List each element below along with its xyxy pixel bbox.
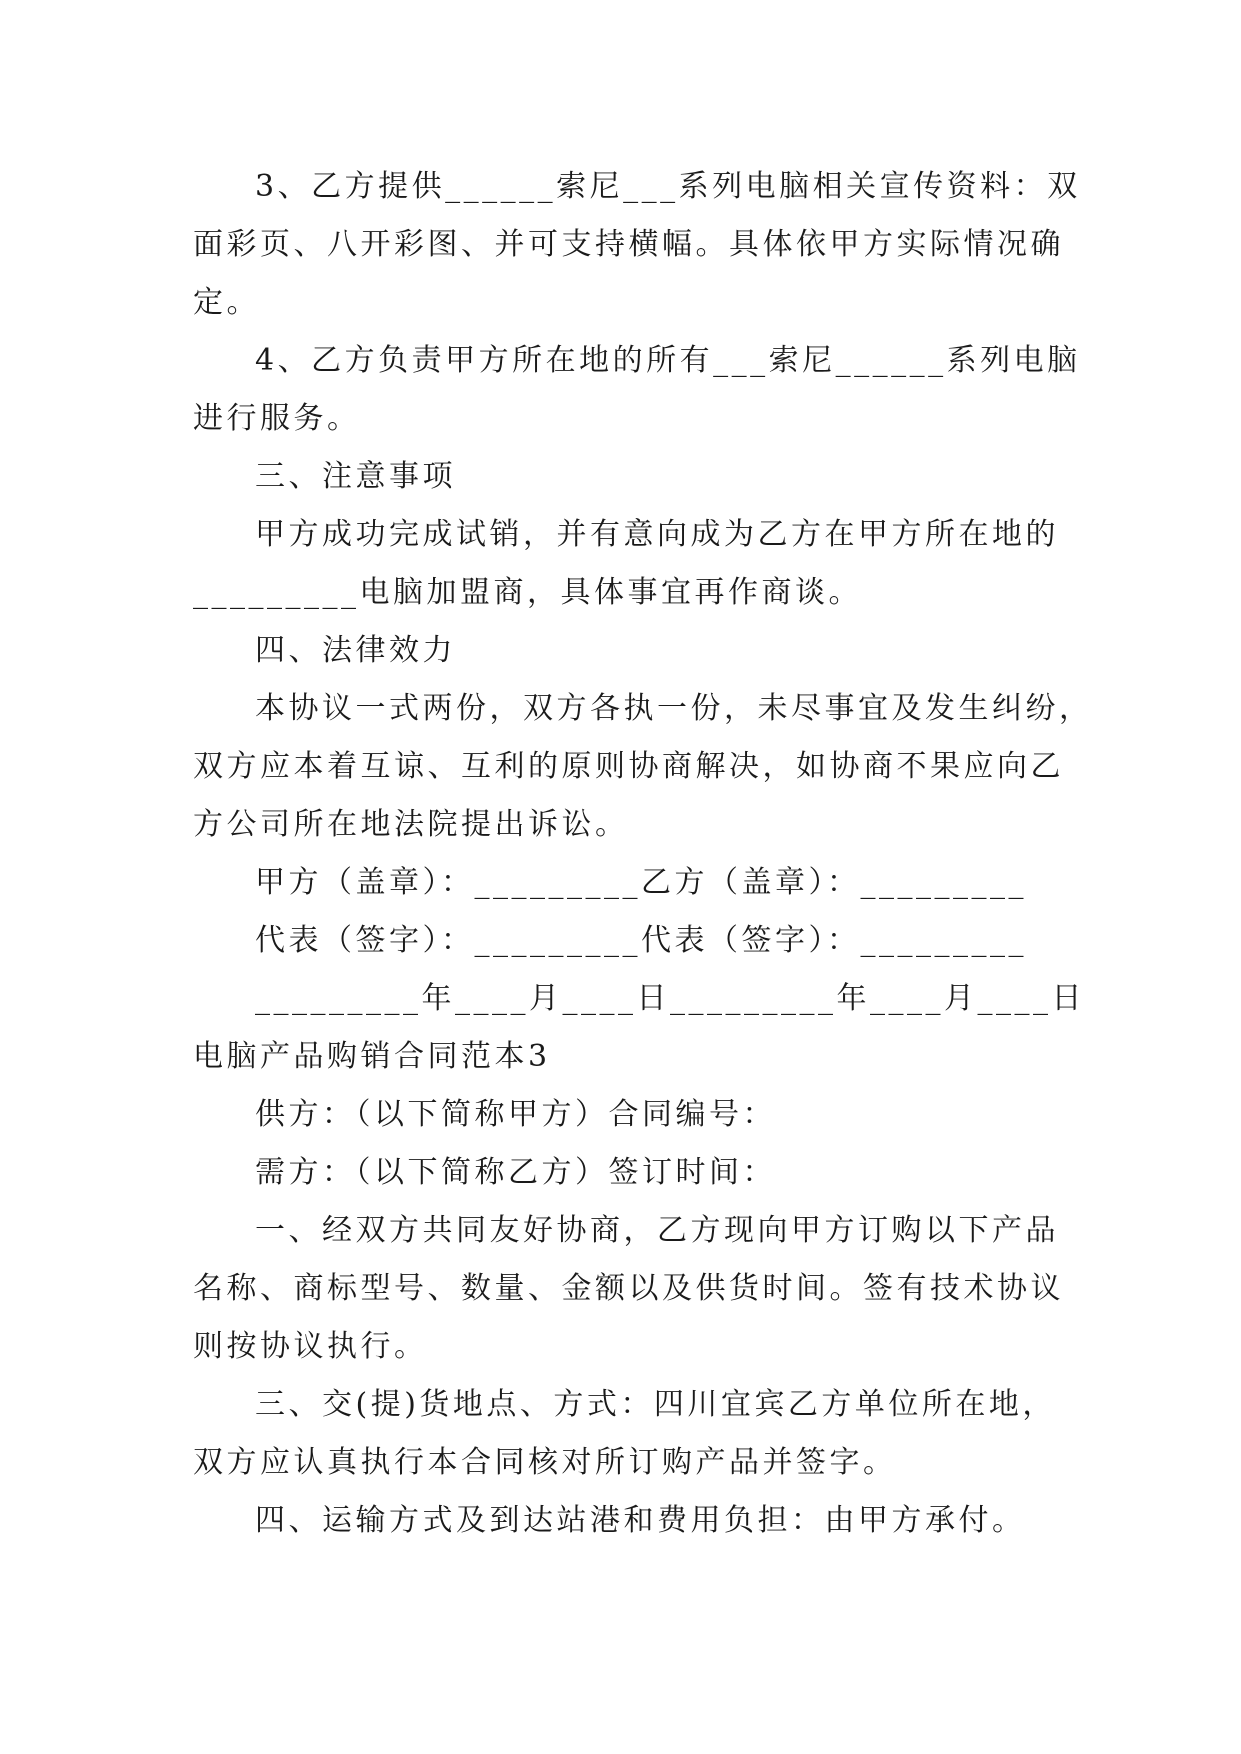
clause-4-line-2: 进行服务。 bbox=[193, 401, 361, 436]
signature-date-line: _________年____月____日_________年____月____日 bbox=[255, 981, 1085, 1016]
contract-clause-4-line-1: 四、运输方式及到达站港和费用负担：由甲方承付。 bbox=[255, 1503, 1026, 1538]
notes-line-2: _________电脑加盟商，具体事宜再作商谈。 bbox=[193, 575, 862, 610]
signature-seal-line: 甲方（盖章）：_________乙方（盖章）：_________ bbox=[255, 865, 1027, 900]
buyer-line: 需方：（以下简称乙方）签订时间： bbox=[255, 1155, 776, 1190]
contract-clause-1-line-3: 则按协议执行。 bbox=[193, 1329, 428, 1364]
section-heading-notes: 三、注意事项 bbox=[255, 459, 456, 494]
legal-line-3: 方公司所在地法院提出诉讼。 bbox=[193, 807, 629, 842]
contract-clause-1-line-1: 一、经双方共同友好协商，乙方现向甲方订购以下产品 bbox=[255, 1213, 1059, 1248]
clause-3-line-3: 定。 bbox=[193, 285, 260, 320]
legal-line-2: 双方应本着互谅、互利的原则协商解决，如协商不果应向乙 bbox=[193, 749, 1064, 784]
section-heading-legal: 四、法律效力 bbox=[255, 633, 456, 668]
notes-line-1: 甲方成功完成试销，并有意向成为乙方在甲方所在地的 bbox=[255, 517, 1059, 552]
supplier-line: 供方：（以下简称甲方）合同编号： bbox=[255, 1097, 776, 1132]
contract-clause-1-line-2: 名称、商标型号、数量、金额以及供货时间。签有技术协议 bbox=[193, 1271, 1064, 1306]
contract-clause-3-line-1: 三、交(提)货地点、方式：四川宜宾乙方单位所在地， bbox=[255, 1387, 1056, 1422]
legal-line-1: 本协议一式两份，双方各执一份，未尽事宜及发生纠纷， bbox=[255, 691, 1093, 726]
document-body bbox=[193, 158, 1093, 1550]
clause-4-line-1: 4、乙方负责甲方所在地的所有___索尼______系列电脑 bbox=[255, 343, 1081, 378]
contract-title: 电脑产品购销合同范本3 bbox=[193, 1039, 551, 1074]
contract-clause-3-line-2: 双方应认真执行本合同核对所订购产品并签字。 bbox=[193, 1445, 897, 1480]
clause-3-line-2: 面彩页、八开彩图、并可支持横幅。具体依甲方实际情况确 bbox=[193, 227, 1064, 262]
clause-3-line-1: 3、乙方提供______索尼___系列电脑相关宣传资料：双 bbox=[255, 169, 1081, 204]
signature-representative-line: 代表（签字）：_________代表（签字）：_________ bbox=[255, 923, 1027, 958]
